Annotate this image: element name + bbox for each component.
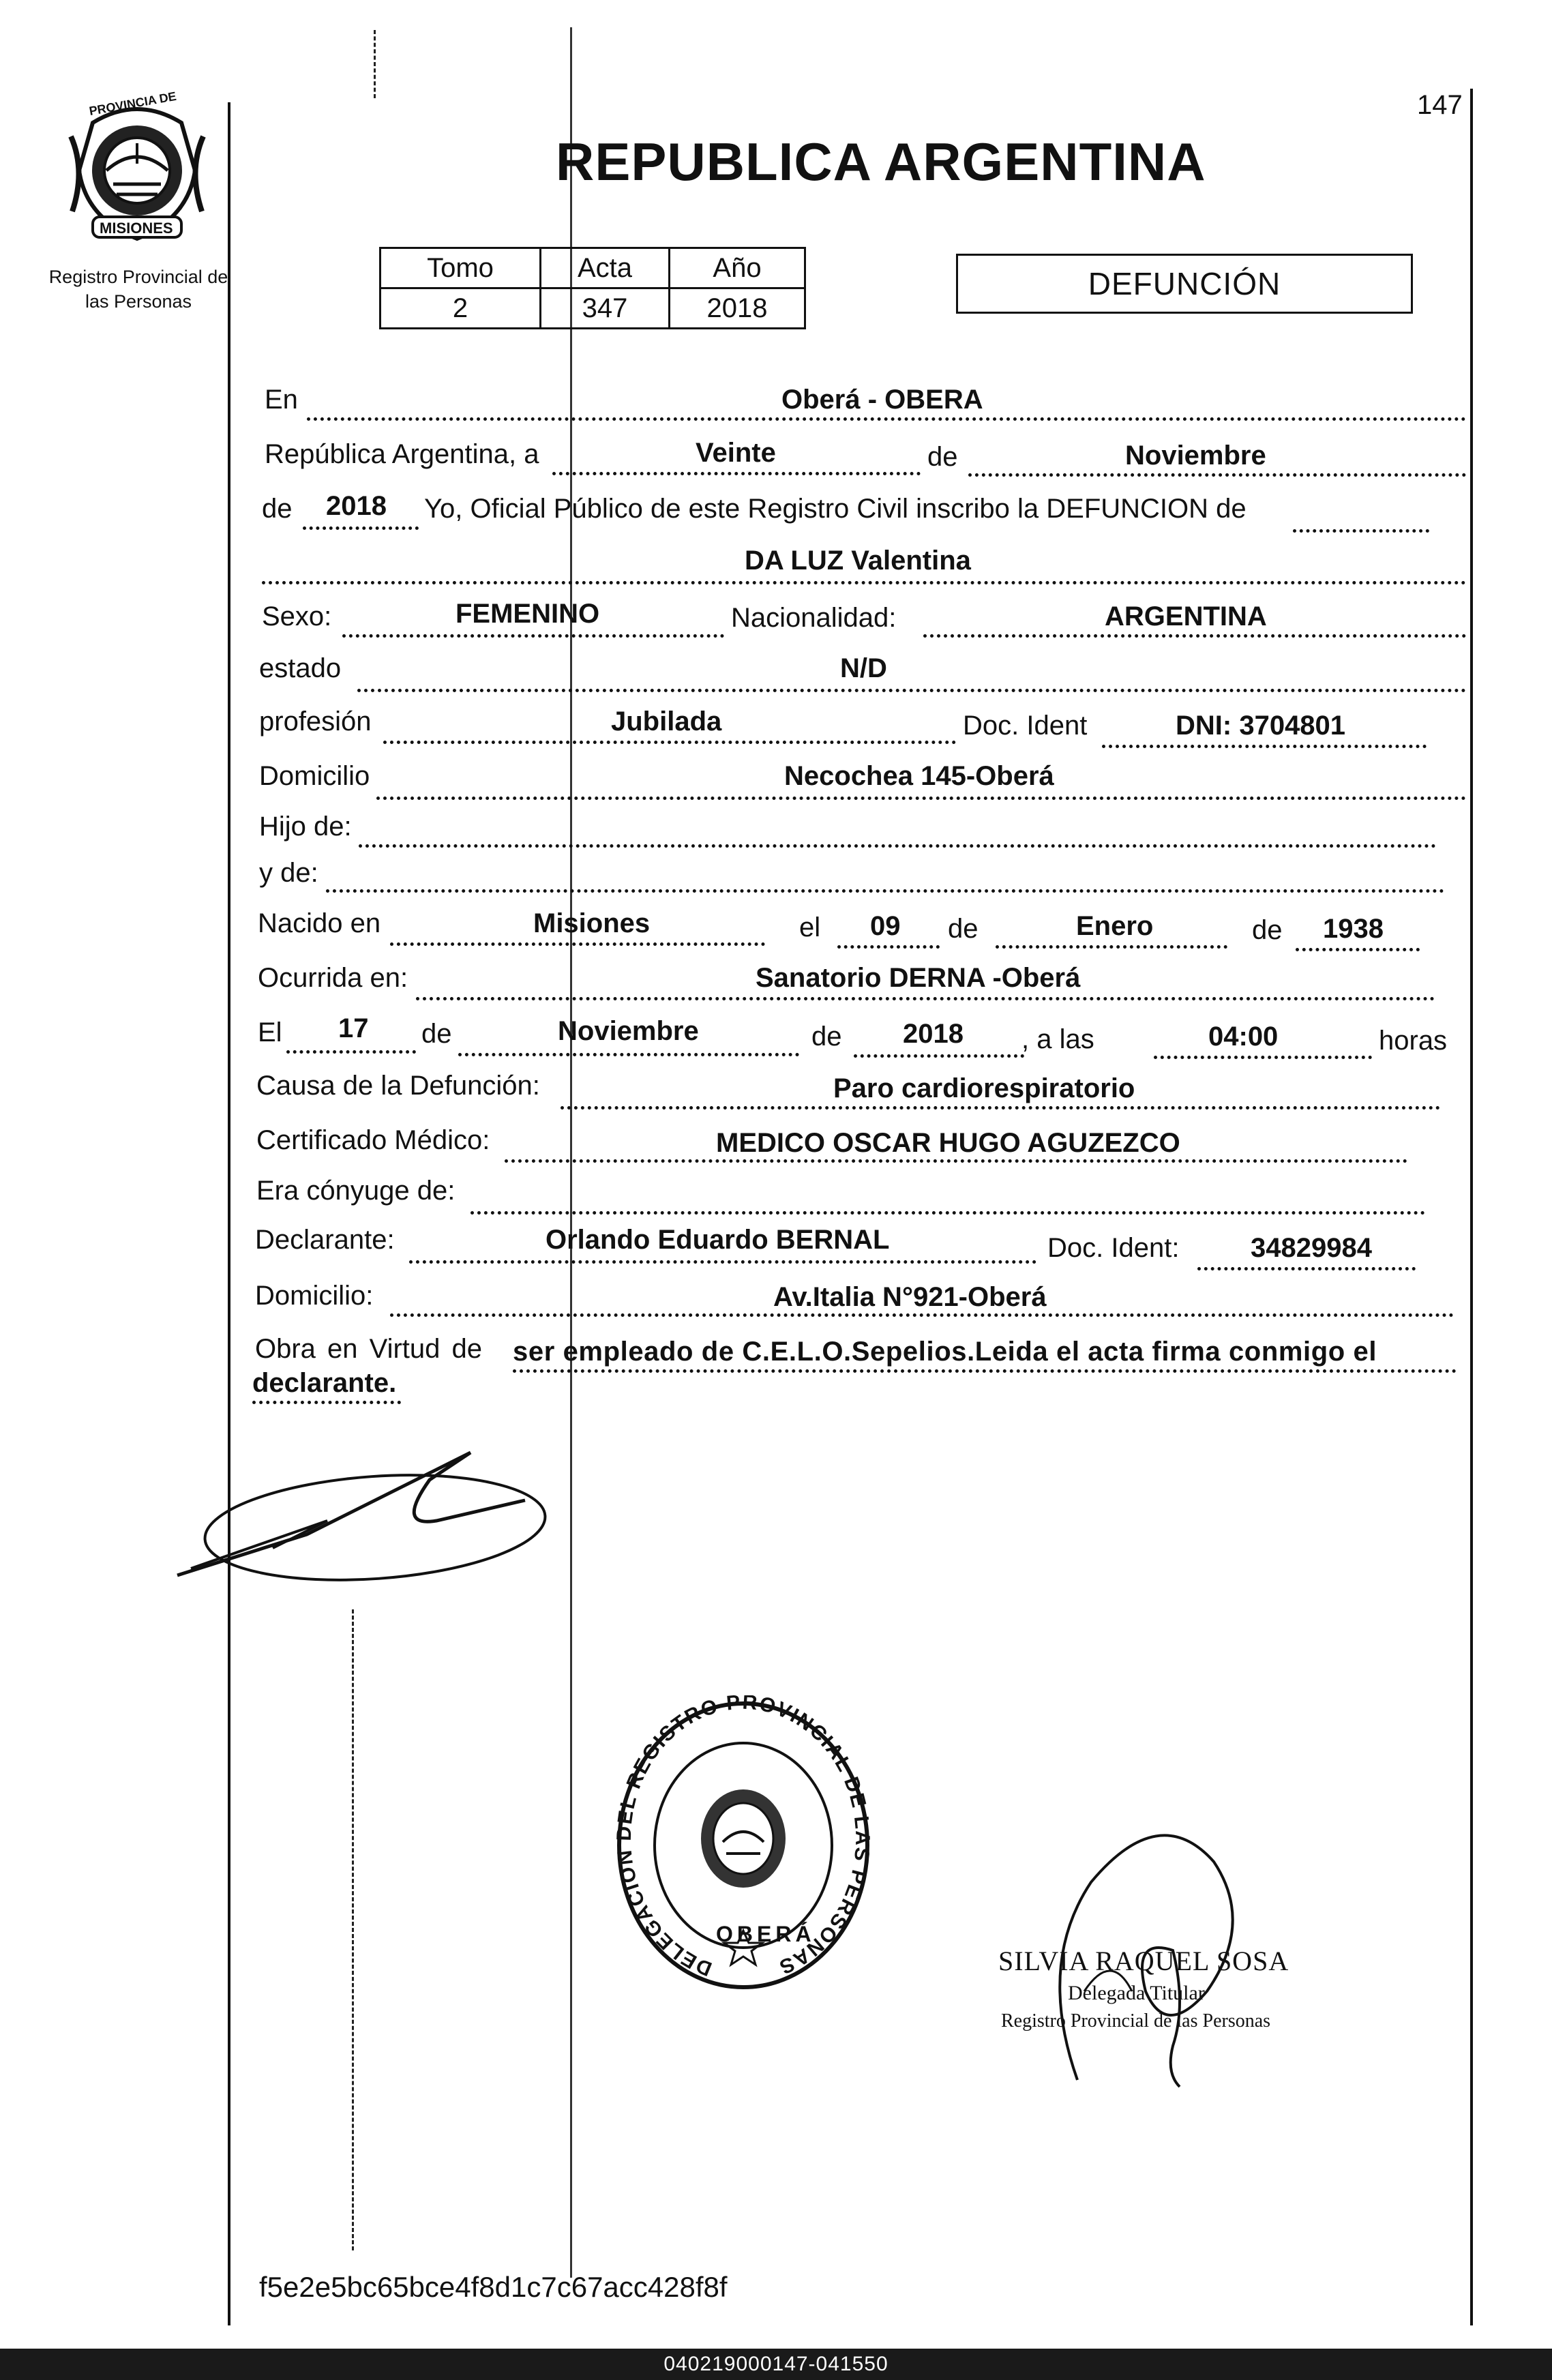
defuncion-mes: Noviembre (558, 1016, 699, 1046)
defuncion-el-label: El (258, 1017, 282, 1047)
right-margin-line (1470, 89, 1473, 2325)
official-name: SILVIA RAQUEL SOSA (998, 1946, 1289, 1976)
doc-ident2-label: Doc. Ident: (1047, 1233, 1180, 1263)
value-acta: 347 (541, 288, 670, 329)
left-fold-dash (352, 1609, 354, 2250)
causa-value: Paro cardiorespiratorio (833, 1073, 1135, 1103)
conyuge-label: Era cónyuge de: (256, 1176, 456, 1206)
defuncion-de2-label: de (811, 1022, 842, 1052)
declarante-dotted-line (409, 1260, 1036, 1264)
obra-value-line1: ser empleado de C.E.L.O.Sepelios.Leida el acta firma conmigo el (513, 1337, 1377, 1367)
value-tomo: 2 (380, 288, 541, 329)
horas-label: horas (1379, 1026, 1448, 1056)
alas-label: , a las (1021, 1024, 1094, 1054)
logo-text-top: PROVINCIA DE (88, 89, 178, 119)
value-anio: 2018 (670, 288, 805, 329)
official-office: Registro Provincial de las Personas (1001, 2010, 1271, 2032)
record-table (379, 247, 806, 329)
statement-text: Yo, Oficial Público de este Registro Civil inscribo la DEFUNCION de (424, 494, 1247, 524)
declarante-value: Orlando Eduardo BERNAL (546, 1225, 890, 1255)
day-dotted-line (552, 472, 921, 475)
domicilio-dotted-line (376, 797, 1466, 800)
certificado-value: MEDICO OSCAR HUGO AGUZEZCO (716, 1128, 1180, 1158)
en-value: Oberá - OBERA (781, 385, 983, 415)
left-margin-line (228, 102, 230, 2325)
sexo-label: Sexo: (262, 601, 332, 631)
profesion-dotted-line (383, 741, 956, 744)
record-table-header-row (380, 248, 805, 288)
obra-dotted-line2 (252, 1401, 401, 1404)
obra-label: Obra en Virtud de (255, 1334, 483, 1364)
nacido-mes-dotted-line (996, 945, 1227, 949)
yde-dotted-line (326, 889, 1444, 893)
nacido-dia: 09 (870, 911, 901, 941)
obra-dotted-line (513, 1369, 1457, 1373)
hijo-label: Hijo de: (259, 812, 352, 842)
day-word: Veinte (696, 438, 776, 468)
obra-value-line2: declarante. (252, 1368, 397, 1398)
estado-value: N/D (840, 653, 887, 683)
domicilio2-dotted-line (390, 1313, 1454, 1317)
ocurrida-dotted-line (416, 997, 1435, 1000)
nacido-el-label: el (799, 912, 821, 942)
nacido-dia-dotted-line (837, 945, 940, 949)
domicilio2-label: Domicilio: (255, 1281, 374, 1311)
nacido-de-label: de (948, 914, 979, 944)
causa-dotted-line (561, 1106, 1440, 1110)
deceased-name: DA LUZ Valentina (745, 546, 971, 576)
doc-ident-label: Doc. Ident (963, 711, 1088, 741)
top-tick-mark (374, 30, 376, 98)
domicilio-label: Domicilio (259, 761, 370, 791)
defuncion-de-label: de (421, 1019, 452, 1049)
nacido-anio-dotted-line (1296, 948, 1420, 951)
registry-label-line2: las Personas (85, 291, 192, 312)
record-table-value-row (380, 288, 805, 329)
estado-label: estado (259, 653, 342, 683)
nacido-label: Nacido en (258, 908, 381, 938)
stamp-city: OBERÁ (716, 1922, 816, 1946)
nacionalidad-label: Nacionalidad: (731, 603, 897, 633)
document-type-box: DEFUNCIÓN (956, 254, 1413, 314)
registry-label (33, 265, 244, 314)
defuncion-anio-dotted-line (854, 1054, 1024, 1058)
page-number: 147 (1417, 90, 1463, 120)
month-dotted-line (968, 473, 1466, 477)
page-title: REPUBLICA ARGENTINA (556, 132, 1206, 192)
sexo-value: FEMENINO (456, 599, 600, 629)
official-signature (1009, 1787, 1296, 2100)
sexo-dotted-line (342, 634, 724, 638)
ocurrida-value: Sanatorio DERNA -Oberá (756, 963, 1081, 993)
doc-ident2-value: 34829984 (1251, 1233, 1372, 1263)
stamp-ring-text: DELEGACION DEL REGISTRO PROVINCIAL DE LAS PERSONAS (614, 1695, 873, 1980)
nacido-mes: Enero (1076, 911, 1154, 941)
name-dotted-line (262, 581, 1466, 584)
hora-dotted-line (1154, 1056, 1372, 1059)
domicilio-value: Necochea 145-Oberá (784, 761, 1054, 791)
hijo-dotted-line (359, 844, 1436, 848)
nacido-anio: 1938 (1323, 914, 1384, 944)
barcode-text: 040219000147-041550 (663, 2353, 889, 2375)
certificado-label: Certificado Médico: (256, 1125, 490, 1155)
fold-line (570, 27, 572, 2278)
header-anio: Año (670, 248, 805, 288)
logo-text-bottom: MISIONES (100, 220, 173, 237)
republica-label: República Argentina, a (265, 439, 539, 469)
official-stamp (614, 1695, 873, 1995)
nacido-lugar: Misiones (533, 908, 651, 938)
defuncion-mes-dotted-line (458, 1053, 799, 1056)
profesion-label: profesión (259, 706, 372, 737)
year: 2018 (326, 491, 387, 521)
hora: 04:00 (1208, 1022, 1279, 1052)
year-prefix-label: de (262, 494, 293, 524)
en-label: En (265, 385, 298, 415)
doc-ident2-dotted-line (1197, 1267, 1416, 1270)
official-title: Delegada Titular (1068, 1982, 1205, 2004)
conyuge-dotted-line (471, 1211, 1425, 1215)
en-dotted-line (307, 417, 1466, 421)
nacionalidad-value: ARGENTINA (1105, 601, 1267, 631)
month: Noviembre (1125, 441, 1266, 471)
defuncion-anio: 2018 (903, 1019, 964, 1049)
profesion-value: Jubilada (611, 706, 722, 737)
estado-dotted-line (357, 689, 1466, 692)
year-dotted-line (303, 526, 419, 530)
defuncion-dia-dotted-line (286, 1050, 416, 1054)
registry-label-line1: Registro Provincial de (48, 267, 228, 287)
header-tomo: Tomo (380, 248, 541, 288)
declarante-label: Declarante: (255, 1225, 395, 1255)
ocurrida-label: Ocurrida en: (258, 963, 408, 993)
yde-label: y de: (259, 858, 318, 888)
certificado-dotted-line (505, 1159, 1407, 1163)
doc-ident-value: DNI: 3704801 (1176, 711, 1346, 741)
statement-dotted-line (1293, 529, 1429, 533)
causa-label: Causa de la Defunción: (256, 1071, 540, 1101)
header-acta: Acta (541, 248, 670, 288)
document-hash: f5e2e5bc65bce4f8d1c7c67acc428f8f (259, 2271, 728, 2303)
defuncion-dia: 17 (338, 1013, 369, 1043)
de-label: de (927, 442, 958, 472)
domicilio2-value: Av.Italia N°921-Oberá (773, 1282, 1047, 1312)
nacido-de2-label: de (1252, 915, 1283, 945)
nacido-lugar-dotted-line (390, 942, 765, 946)
nacionalidad-dotted-line (923, 634, 1466, 638)
doc-ident-dotted-line (1102, 745, 1427, 748)
declarant-signature (170, 1439, 614, 1603)
